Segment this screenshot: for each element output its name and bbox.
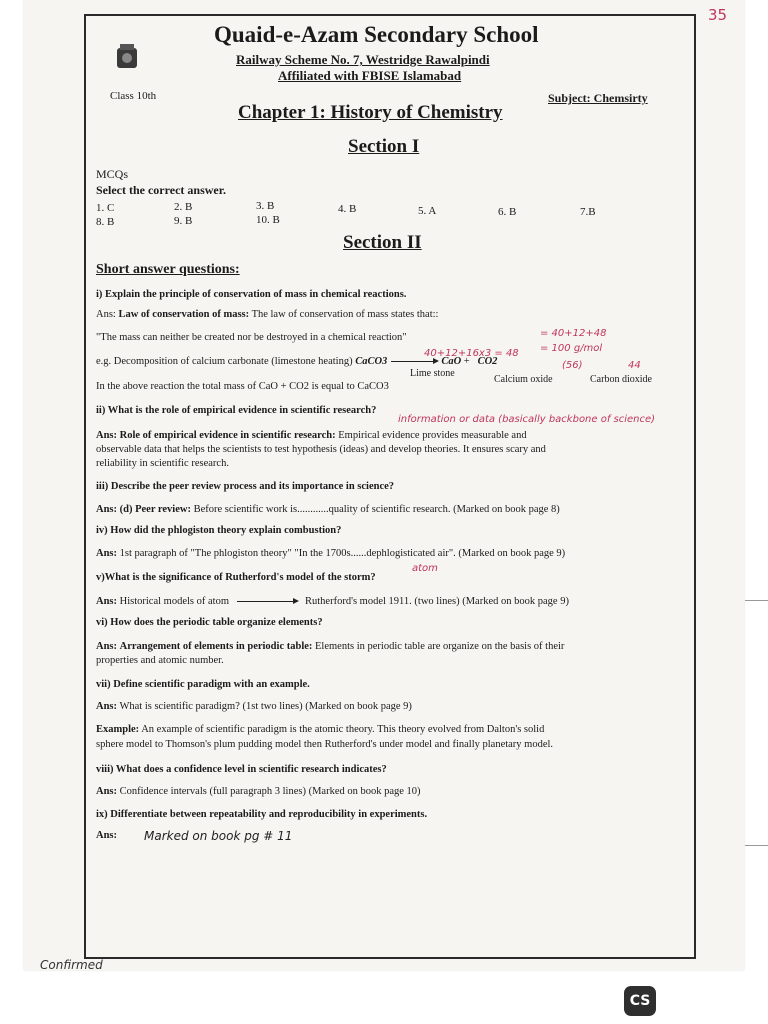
answer-5: Ans: Historical models of atom Rutherford's model 1911. (two lines) (Marked on book page 9): [96, 596, 569, 607]
answer-6: Ans: Arrangement of elements in periodic table: Elements in periodic table are organize on the basis of their: [96, 641, 565, 652]
page-mark: [745, 845, 768, 846]
answer-7-example: Example: An example of scientific paradigm is the atomic theory. This theory evolved from Dalton's solid: [96, 724, 545, 735]
chapter-title: Chapter 1: History of Chemistry: [238, 102, 503, 123]
handwritten-note: information or data (basically backbone of science): [398, 414, 656, 425]
mcq-answer: 6. B: [498, 206, 517, 218]
handwritten-answer: Marked on book pg # 11: [144, 829, 293, 843]
handwritten-calc: 44: [628, 360, 641, 371]
handwritten-calc: 40+12+16x3 = 48: [424, 348, 519, 359]
mcq-answer: 2. B: [174, 201, 193, 213]
answer-1-example: e.g. Decomposition of calcium carbonate (limestone heating) CaCO3 CaO + CO2: [96, 356, 498, 367]
mcq-answer: 9. B: [174, 215, 193, 227]
school-affiliation: Affiliated with FBISE Islamabad: [278, 68, 462, 83]
answer-3: Ans: (d) Peer review: Before scientific work is............quality of scientific research. (Marked on book page 8): [96, 504, 560, 515]
school-logo-icon: [114, 42, 140, 72]
answer-2-line: observable data that helps the scientists to test hypothesis (ideas) and develop theories. It ensures scary and: [96, 444, 546, 455]
mcq-answer: 5. A: [418, 205, 437, 217]
arrow-icon: [237, 601, 297, 602]
answer-4: Ans: 1st paragraph of "The phlogiston theory" "In the 1700s......dephlogisticated air". (Marked on book page 9): [96, 548, 566, 559]
page-number: 35: [708, 6, 728, 24]
question-5: v)What is the significance of Rutherford's model of the storm?: [96, 572, 376, 583]
camscanner-badge-icon: CS: [624, 986, 656, 1016]
mcq-instruction: Select the correct answer.: [96, 183, 226, 197]
label-limestone: Lime stone: [410, 368, 455, 379]
question-4: iv) How did the phlogiston theory explain combustion?: [96, 525, 342, 536]
answer-7-example-line: sphere model to Thomson's plum pudding model then Rutherford's under model and finally planetary model.: [96, 739, 554, 750]
mcq-answer: 7.B: [580, 206, 596, 218]
label-carbon-dioxide: Carbon dioxide: [590, 374, 652, 385]
answer-2: Ans: Role of empirical evidence in scientific research: Empirical evidence provides measurable and: [96, 430, 527, 441]
answer-1: Ans: Law of conservation of mass: The law of conservation of mass states that::: [96, 309, 439, 320]
class-label: Class 10th: [110, 90, 157, 102]
mcq-label: MCQs: [96, 167, 129, 181]
page-mark: [745, 600, 768, 601]
answer-7: Ans: What is scientific paradigm? (1st two lines) (Marked on book page 9): [96, 701, 412, 712]
section-1-title: Section I: [348, 136, 420, 157]
section-2-title: Section II: [343, 232, 422, 253]
answer-9: Ans:: [96, 830, 118, 841]
mcq-answer: 8. B: [96, 216, 115, 228]
question-2: ii) What is the role of empirical evidence in scientific research?: [96, 405, 377, 416]
question-1: i) Explain the principle of conservation of mass in chemical reactions.: [96, 289, 407, 300]
handwritten-calc: = 100 g/mol: [540, 343, 603, 354]
question-7: vii) Define scientific paradigm with an example.: [96, 679, 310, 690]
question-6: vi) How does the periodic table organize elements?: [96, 617, 323, 628]
school-address: Railway Scheme No. 7, Westridge Rawalpindi: [236, 52, 490, 67]
mcq-answer: 4. B: [338, 203, 357, 215]
answer-6-line: properties and atomic number.: [96, 655, 224, 666]
handwritten-correction: atom: [412, 563, 438, 574]
mcq-answer: 3. B: [256, 200, 275, 212]
mcq-answer: 10. B: [256, 214, 280, 226]
answer-1-quote: "The mass can neither be created nor be destroyed in a chemical reaction": [96, 332, 407, 343]
handwritten-calc: (56): [562, 360, 583, 371]
mcq-answer: 1. C: [96, 202, 115, 214]
answer-1-note: In the above reaction the total mass of CaO + CO2 is equal to CaCO3: [96, 381, 389, 392]
label-calcium-oxide: Calcium oxide: [494, 374, 553, 385]
question-9: ix) Differentiate between repeatability and reproducibility in experiments.: [96, 809, 428, 820]
reaction-arrow-icon: [391, 361, 437, 362]
handwritten-calc: = 40+12+48: [540, 328, 607, 339]
subject-label: Subject: Chemsirty: [548, 91, 648, 105]
corner-handwriting: Confirmed: [40, 958, 103, 972]
short-questions-heading: Short answer questions:: [96, 262, 240, 277]
answer-2-line: reliability in scientific research.: [96, 458, 229, 469]
question-3: iii) Describe the peer review process and its importance in science?: [96, 481, 395, 492]
answer-8: Ans: Confidence intervals (full paragraph 3 lines) (Marked on book page 10): [96, 786, 421, 797]
school-name: Quaid-e-Azam Secondary School: [214, 22, 539, 47]
question-8: viii) What does a confidence level in scientific research indicates?: [96, 764, 387, 775]
